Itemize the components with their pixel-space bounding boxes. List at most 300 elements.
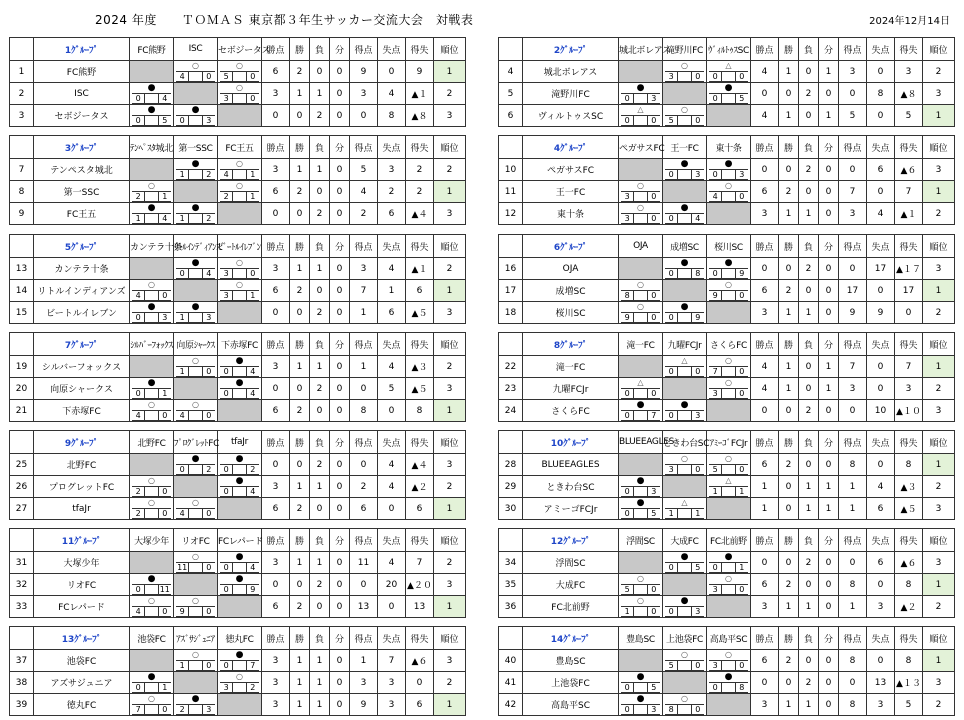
rank-cell: 2	[434, 83, 466, 105]
team-name: ビートルイレブン	[34, 302, 130, 324]
stat-cell: 5	[839, 105, 867, 127]
score-divider	[144, 411, 158, 420]
match-score	[132, 191, 171, 202]
match-score	[621, 213, 660, 224]
stat-cell: 1	[290, 258, 310, 280]
stat-header: 勝	[290, 136, 310, 159]
score-team: 1	[179, 661, 185, 670]
team-number: 5	[499, 83, 523, 105]
stat-header: 順位	[434, 431, 466, 454]
group-header-row	[10, 333, 466, 356]
stat-header: 勝点	[262, 529, 290, 552]
stat-cell: 6	[378, 203, 406, 225]
score-opponent: 4	[695, 214, 701, 223]
self-match-cell	[218, 694, 262, 716]
rank-cell: 3	[434, 574, 466, 596]
stat-cell: 0	[262, 302, 290, 324]
match-result	[707, 672, 751, 694]
match-score	[621, 682, 660, 693]
stat-cell: 0	[867, 574, 895, 596]
header-corner	[10, 333, 34, 356]
score-team: 0	[668, 269, 674, 278]
match-result	[218, 574, 262, 596]
stat-cell: 2	[779, 181, 799, 203]
stat-cell: 1	[779, 694, 799, 716]
score-opponent: 0	[739, 465, 745, 474]
team-row	[499, 378, 955, 400]
score-opponent: 5	[739, 94, 745, 103]
stat-cell: 0	[779, 498, 799, 520]
stat-cell: 0	[751, 258, 779, 280]
loss-mark: ○	[236, 280, 243, 289]
match-score	[176, 508, 215, 519]
score-divider	[721, 72, 735, 81]
team-name: 下赤塚FC	[34, 400, 130, 422]
loss-mark: ○	[148, 694, 155, 703]
score-opponent: 0	[739, 291, 745, 300]
score-team: 2	[135, 192, 141, 201]
team-number: 11	[499, 181, 523, 203]
match-score	[132, 606, 171, 617]
match-score	[709, 93, 748, 104]
stat-cell: 0	[895, 302, 923, 324]
opponent-header: 北野FC	[130, 431, 174, 454]
stat-cell: ▲８	[895, 83, 923, 105]
stat-cell: 0	[330, 454, 350, 476]
stat-header: 順位	[923, 431, 955, 454]
stat-cell: 0	[330, 400, 350, 422]
group-header-row	[499, 627, 955, 650]
team-number: 39	[10, 694, 34, 716]
stat-cell: 6	[262, 498, 290, 520]
header-corner	[10, 529, 34, 552]
score-divider	[633, 705, 647, 714]
stat-cell: 0	[867, 280, 895, 302]
self-match-cell	[174, 574, 218, 596]
stat-header: 得失	[406, 38, 434, 61]
stat-header: 勝点	[751, 627, 779, 650]
score-opponent: 1	[162, 683, 168, 692]
score-team: 4	[179, 72, 185, 81]
score-team: 1	[179, 313, 185, 322]
score-divider	[144, 487, 158, 496]
team-number: 15	[10, 302, 34, 324]
stat-cell: 0	[350, 105, 378, 127]
stat-cell: 3	[895, 378, 923, 400]
match-result	[174, 302, 218, 324]
score-divider	[188, 563, 202, 572]
opponent-header: 王一FC	[663, 136, 707, 159]
team-row	[10, 498, 466, 520]
group-header-row	[10, 627, 466, 650]
stat-cell: 3	[262, 159, 290, 181]
team-row	[10, 280, 466, 302]
group-table	[9, 626, 466, 716]
match-result	[218, 454, 262, 476]
self-match-cell	[174, 280, 218, 302]
stat-cell: 6	[262, 61, 290, 83]
stat-cell: 1	[290, 159, 310, 181]
stat-cell: 1	[799, 302, 819, 324]
stat-header: 失点	[867, 627, 895, 650]
stat-cell: 0	[330, 61, 350, 83]
team-name: 滝野川FC	[523, 83, 619, 105]
score-opponent: 4	[250, 367, 256, 376]
match-score	[220, 562, 259, 573]
stat-cell: 0	[330, 672, 350, 694]
header-corner	[10, 235, 34, 258]
score-divider	[677, 563, 691, 572]
stat-cell: 1	[799, 203, 819, 225]
stat-cell: 0	[350, 454, 378, 476]
team-name: リトルインディアンズ	[34, 280, 130, 302]
team-number: 4	[499, 61, 523, 83]
stat-cell: 2	[406, 159, 434, 181]
score-team: 3	[712, 585, 718, 594]
win-mark: ●	[191, 105, 200, 115]
score-divider	[144, 389, 158, 398]
stat-header: 勝	[290, 333, 310, 356]
group-name: 6ｸﾞﾙｰﾌﾟ	[523, 235, 619, 258]
score-opponent: 0	[206, 367, 212, 376]
stat-cell: 13	[350, 596, 378, 618]
stat-cell: 5	[895, 694, 923, 716]
match-score	[132, 93, 171, 104]
group-name: 1ｸﾞﾙｰﾌﾟ	[34, 38, 130, 61]
stat-header: 負	[799, 627, 819, 650]
stat-cell: 0	[799, 105, 819, 127]
score-team: 9	[179, 607, 185, 616]
team-name: 高島平SC	[523, 694, 619, 716]
stat-cell: 0	[262, 378, 290, 400]
score-team: 1	[179, 214, 185, 223]
score-divider	[144, 94, 158, 103]
stat-cell: 0	[290, 302, 310, 324]
match-score	[709, 268, 748, 279]
score-team: 4	[179, 411, 185, 420]
stat-header: 失点	[867, 529, 895, 552]
group-table	[498, 332, 955, 422]
opponent-header: リオFC	[174, 529, 218, 552]
score-team: 0	[624, 411, 630, 420]
team-name: 城北ボレアス	[523, 61, 619, 83]
stat-header: 分	[819, 136, 839, 159]
score-team: 4	[223, 170, 229, 179]
stat-cell: ▲１	[406, 83, 434, 105]
score-team: 2	[223, 192, 229, 201]
stat-cell: 0	[819, 650, 839, 672]
stat-cell: 1	[310, 356, 330, 378]
match-score	[709, 290, 748, 301]
stat-cell: 0	[867, 181, 895, 203]
team-number: 42	[499, 694, 523, 716]
score-divider	[232, 661, 246, 670]
opponent-header: 第一SSC	[174, 136, 218, 159]
group-header-row	[499, 333, 955, 356]
stat-header: 勝	[290, 431, 310, 454]
score-opponent: 0	[739, 72, 745, 81]
stat-cell: 0	[330, 302, 350, 324]
stat-cell: 0	[262, 454, 290, 476]
stat-cell: 0	[867, 61, 895, 83]
stat-header: 失点	[378, 38, 406, 61]
group-header-row	[499, 431, 955, 454]
score-team: 0	[135, 585, 141, 594]
rank-cell: 1	[923, 650, 955, 672]
match-result	[619, 105, 663, 127]
stat-cell: 3	[350, 83, 378, 105]
loss-mark: ○	[236, 181, 243, 190]
score-opponent: 0	[739, 367, 745, 376]
score-divider	[721, 661, 735, 670]
team-name: アズサジュニア	[34, 672, 130, 694]
team-row	[499, 356, 955, 378]
stat-cell: 0	[779, 552, 799, 574]
score-divider	[188, 661, 202, 670]
stat-header: 負	[799, 38, 819, 61]
score-opponent: 1	[162, 192, 168, 201]
opponent-header: OJA	[619, 235, 663, 258]
win-mark: ●	[724, 159, 733, 169]
score-team: 0	[223, 389, 229, 398]
loss-mark: ○	[725, 181, 732, 190]
win-mark: ●	[235, 476, 244, 486]
score-divider	[633, 509, 647, 518]
stat-header: 順位	[923, 627, 955, 650]
stat-cell: 0	[779, 476, 799, 498]
score-team: 0	[668, 607, 674, 616]
score-opponent: 0	[651, 116, 657, 125]
rank-cell: 2	[434, 672, 466, 694]
match-score	[220, 268, 259, 279]
stat-cell: 1	[819, 378, 839, 400]
stat-cell: 3	[262, 476, 290, 498]
stat-cell: 4	[751, 378, 779, 400]
stat-cell: 0	[262, 105, 290, 127]
group-table	[9, 234, 466, 324]
score-team: 0	[624, 509, 630, 518]
team-number: 37	[10, 650, 34, 672]
team-row	[499, 498, 955, 520]
match-result	[218, 672, 262, 694]
team-number: 29	[499, 476, 523, 498]
header-corner	[499, 38, 523, 61]
rank-cell: 3	[434, 454, 466, 476]
stat-cell: 3	[262, 356, 290, 378]
loss-mark: ○	[148, 280, 155, 289]
score-opponent: 0	[162, 411, 168, 420]
match-score	[709, 584, 748, 595]
stat-cell: 6	[262, 596, 290, 618]
loss-mark: ○	[148, 596, 155, 605]
loss-mark: ○	[192, 400, 199, 409]
stat-cell: ▲１０	[895, 400, 923, 422]
stat-cell: 0	[330, 203, 350, 225]
stat-cell: 7	[350, 280, 378, 302]
score-opponent: 0	[250, 94, 256, 103]
loss-mark: ○	[637, 574, 644, 583]
stat-cell: 3	[867, 596, 895, 618]
team-name: 王一FC	[523, 181, 619, 203]
loss-mark: ○	[637, 280, 644, 289]
team-name: 成増SC	[523, 280, 619, 302]
win-mark: ●	[636, 672, 645, 682]
stat-header: 順位	[434, 333, 466, 356]
loss-mark: ○	[681, 61, 688, 70]
stat-cell: 0	[310, 61, 330, 83]
score-divider	[677, 214, 691, 223]
stat-header: 順位	[434, 235, 466, 258]
stat-cell: 8	[839, 574, 867, 596]
score-team: 2	[135, 509, 141, 518]
score-team: 3	[624, 214, 630, 223]
team-name: tfaJr	[34, 498, 130, 520]
group-header-row	[499, 38, 955, 61]
team-row	[499, 454, 955, 476]
score-divider	[232, 291, 246, 300]
stat-cell: 3	[895, 61, 923, 83]
score-divider	[232, 94, 246, 103]
match-result	[619, 400, 663, 422]
score-opponent: 0	[695, 367, 701, 376]
score-opponent: 1	[739, 487, 745, 496]
team-name: 向原シャークス	[34, 378, 130, 400]
score-opponent: 2	[206, 214, 212, 223]
stat-cell: 3	[262, 672, 290, 694]
stat-cell: 3	[262, 258, 290, 280]
stat-cell: 0	[819, 302, 839, 324]
rank-cell: 2	[923, 61, 955, 83]
stat-cell: 9	[350, 61, 378, 83]
match-score	[132, 388, 171, 399]
score-divider	[188, 509, 202, 518]
stat-cell: 4	[378, 258, 406, 280]
stat-cell: 3	[751, 596, 779, 618]
score-team: 0	[712, 563, 718, 572]
stat-cell: 0	[290, 378, 310, 400]
match-result	[663, 454, 707, 476]
stat-cell: 0	[839, 258, 867, 280]
stat-cell: 0	[867, 378, 895, 400]
team-number: 17	[499, 280, 523, 302]
match-score	[176, 115, 215, 126]
opponent-header: FC王五	[218, 136, 262, 159]
team-number: 32	[10, 574, 34, 596]
header-corner	[499, 431, 523, 454]
win-mark: ●	[724, 552, 733, 562]
score-team: 3	[223, 269, 229, 278]
match-result	[663, 302, 707, 324]
score-divider	[232, 269, 246, 278]
stat-cell: 2	[290, 181, 310, 203]
stat-cell: 0	[839, 400, 867, 422]
match-score	[132, 312, 171, 323]
opponent-header: ﾌﾟﾛｸﾞﾚｯﾄFC	[174, 431, 218, 454]
match-result	[663, 552, 707, 574]
rank-cell: 1	[923, 574, 955, 596]
match-score	[665, 410, 704, 421]
stat-header: 勝	[779, 529, 799, 552]
group-name: 4ｸﾞﾙｰﾌﾟ	[523, 136, 619, 159]
score-opponent: 8	[739, 683, 745, 692]
group-header-row	[10, 38, 466, 61]
stat-cell: 8	[895, 650, 923, 672]
stat-header: 負	[799, 235, 819, 258]
loss-mark: ○	[148, 181, 155, 190]
group-table	[498, 37, 955, 127]
stat-header: 負	[310, 529, 330, 552]
group-header-row	[499, 136, 955, 159]
group-header-row	[10, 136, 466, 159]
stat-cell: 2	[310, 203, 330, 225]
score-opponent: 0	[250, 269, 256, 278]
loss-mark: ○	[681, 454, 688, 463]
match-result	[663, 105, 707, 127]
stat-header: 負	[799, 333, 819, 356]
score-team: 5	[624, 585, 630, 594]
stat-cell: 0	[330, 574, 350, 596]
score-divider	[677, 411, 691, 420]
score-opponent: 1	[162, 389, 168, 398]
match-score	[709, 169, 748, 180]
score-opponent: 0	[739, 585, 745, 594]
self-match-cell	[619, 552, 663, 574]
loss-mark: ○	[637, 302, 644, 311]
stat-cell: 20	[378, 574, 406, 596]
stat-cell: 1	[779, 105, 799, 127]
win-mark: ●	[191, 454, 200, 464]
team-name: 豊島SC	[523, 650, 619, 672]
stat-header: 負	[310, 235, 330, 258]
stat-cell: 1	[799, 694, 819, 716]
score-divider	[144, 705, 158, 714]
score-opponent: 3	[162, 313, 168, 322]
stat-cell: 5	[350, 159, 378, 181]
stat-cell: 6	[406, 694, 434, 716]
rank-cell: 3	[434, 203, 466, 225]
match-score	[621, 388, 660, 399]
team-name: BLUEEAGLES	[523, 454, 619, 476]
stat-cell: 0	[262, 203, 290, 225]
group-name: 7ｸﾞﾙｰﾌﾟ	[34, 333, 130, 356]
group-name: 14ｸﾞﾙｰﾌﾟ	[523, 627, 619, 650]
score-opponent: 5	[695, 563, 701, 572]
match-score	[220, 660, 259, 671]
rank-cell: 2	[923, 694, 955, 716]
team-number: 16	[499, 258, 523, 280]
stat-header: 勝点	[262, 235, 290, 258]
match-result	[619, 476, 663, 498]
match-score	[220, 464, 259, 475]
score-opponent: 0	[739, 389, 745, 398]
match-score	[176, 464, 215, 475]
self-match-cell	[174, 181, 218, 203]
stat-cell: 0	[406, 672, 434, 694]
win-mark: ●	[235, 574, 244, 584]
win-mark: ●	[147, 378, 156, 388]
opponent-header: 向原ｼｬｰｸｽ	[174, 333, 218, 356]
team-row	[499, 181, 955, 203]
stat-header: 分	[819, 529, 839, 552]
stat-header: 勝点	[751, 136, 779, 159]
stat-cell: 1	[378, 280, 406, 302]
stat-cell: 0	[867, 454, 895, 476]
stat-header: 失点	[378, 235, 406, 258]
stat-cell: 0	[330, 258, 350, 280]
rank-cell: 1	[434, 498, 466, 520]
stat-cell: 1	[779, 61, 799, 83]
match-score	[176, 410, 215, 421]
